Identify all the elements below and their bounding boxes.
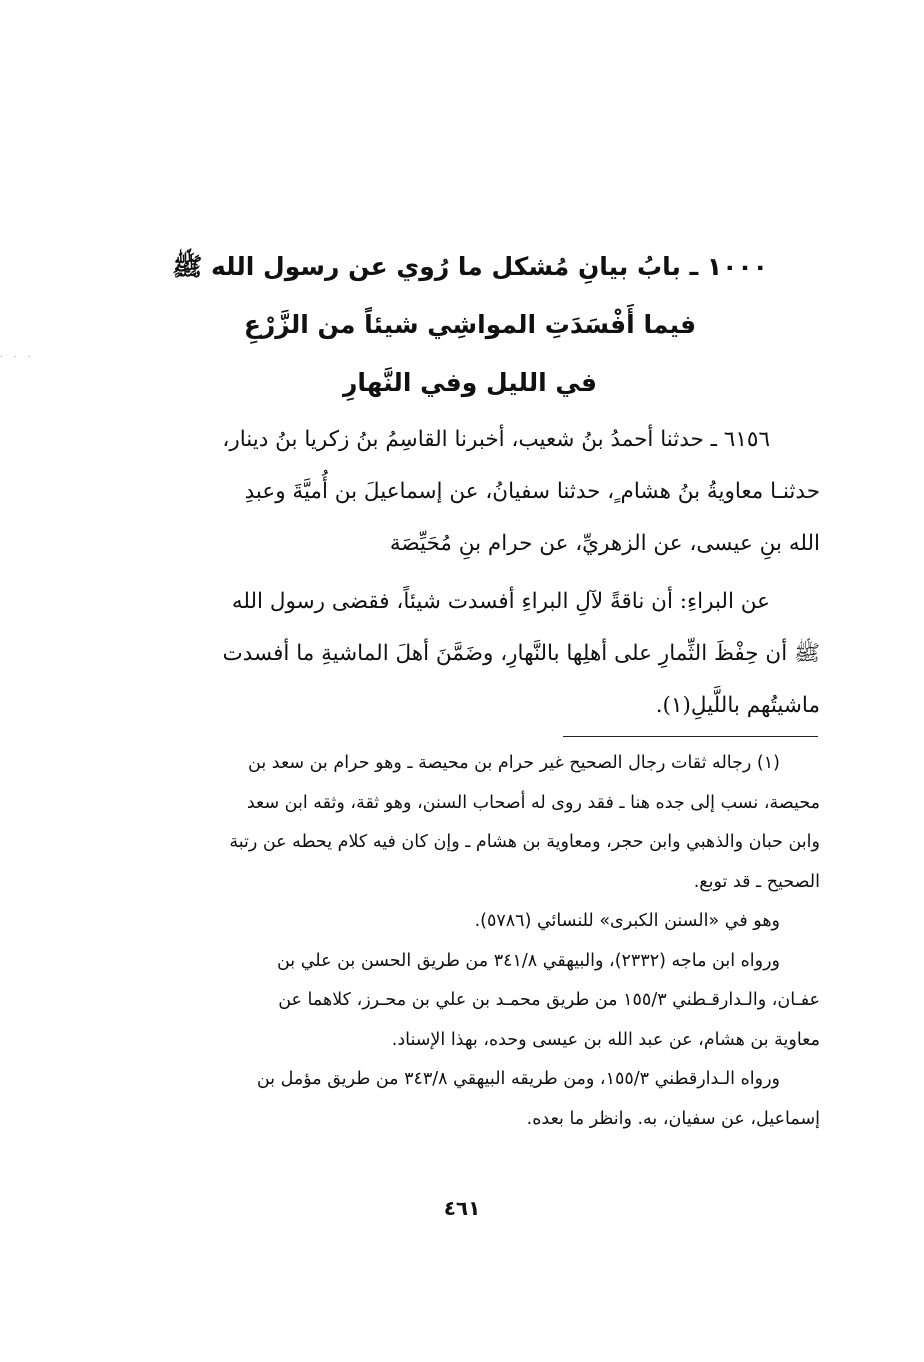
footnote-line: عفـان، والـدارقـطني ١٥٥/٣ من طريق محمـد بن علي بن محـرز، كلاهما عن: [278, 990, 820, 1010]
footnote-line: وهو في «السنن الكبرى» للنسائي (٥٧٨٦).: [474, 911, 780, 931]
page-number: ٤٦١: [443, 1196, 481, 1220]
chapter-heading-line: فيما أَفْسَدَتِ المواشِي شيئاً من الزَّرْعِ: [243, 310, 697, 339]
footnote-line: ورواه الـدارقطني ١٥٥/٣، ومن طريقه البيهقي ٣٤٣/٨ من طريق مؤمل بن: [256, 1069, 780, 1089]
margin-speckles: . . .: [0, 350, 35, 360]
footnote-separator: [563, 736, 818, 737]
isnad-line: الله بنِ عيسى، عن الزهريِّ، عن حرام بنِ مُحَيِّصَة: [389, 531, 820, 556]
footnote-line: معاوية بن هشام، عن عبد الله بن عيسى وحده، بهذا الإسناد.: [391, 1029, 820, 1050]
isnad-line: حدثنـا معاويةُ بنُ هشام ٍ، حدثنا سفيانُ، عن إسماعيلَ بن أُميَّةَ وعبدِ: [244, 479, 820, 504]
chapter-heading-line: في الليل وفي النَّهارِ: [342, 368, 598, 397]
hadith-isnad: [120, 414, 820, 570]
chapter-heading: [150, 238, 790, 412]
footnote-line: وابن حبان والذهبي وابن حجر، ومعاوية بن هشام ـ وإن كان فيه كلام يحطه عن رتبة: [229, 832, 820, 852]
footnote-line: (١) رجاله ثقات رجال الصحيح غير حرام بن محيصة ـ وهو حرام بن سعد بن: [248, 753, 780, 773]
matn-line: عن البراءِ: أن ناقةً لآلِ البراءِ أفسدت شيئاً، فقضى رسول الله: [231, 589, 770, 614]
hadith-matn: [120, 576, 820, 732]
matn-line: ﷺ أن حِفْظَ الثِّمارِ على أهلِها بالنَّهارِ، وضَمَّنَ أهلَ الماشيةِ ما أفسدت: [222, 641, 820, 666]
footnote-line: إسماعيل، عن سفيان، به. وانظر ما بعده.: [526, 1108, 820, 1129]
matn-line: ماشيتُهم باللَّيلِ(١).: [655, 693, 820, 718]
footnote-line: الصحيح ـ قد توبع.: [693, 871, 820, 892]
chapter-heading-line: ١٠٠٠ ـ بابُ بيانِ مُشكل ما رُوي عن رسول الله ﷺ: [172, 252, 768, 281]
isnad-line: ٦١٥٦ ـ حدثنا أحمدُ بنُ شعيب، أخبرنا القاسِمُ بنُ زكريا بنُ دينار،: [222, 427, 770, 452]
footnotes: [120, 744, 820, 1139]
footnote-line: محيصة، نسب إلى جده هنا ـ فقد روى له أصحاب السنن، وهو ثقة، وثقه ابن سعد: [246, 792, 820, 813]
footnote-line: ورواه ابن ماجه (٢٣٣٢)، والبيهقي ٣٤١/٨ من طريق الحسن بن علي بن: [276, 950, 780, 971]
